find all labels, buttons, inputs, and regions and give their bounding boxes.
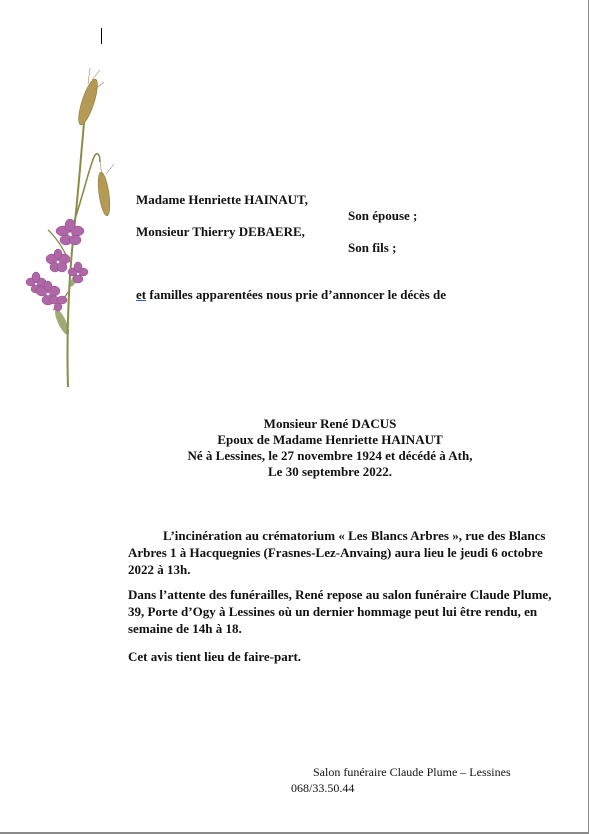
header-line-wife-name: Madame Henriette HAINAUT, — [136, 192, 308, 207]
header-line-wife-role: Son épouse ; — [348, 208, 418, 223]
header-line-son-role: Son fils ; — [348, 240, 397, 255]
intro-first-word: et — [136, 287, 147, 302]
deceased-date: Le 30 septembre 2022. — [268, 464, 392, 479]
repose-paragraph: Dans l’attente des funérailles, René repose au salon funéraire Claude Plume, 39, Porte d’Ogy à Lessines où un dernier hommage peut lui être rendu, en semaine de 14h à 18. — [128, 587, 552, 636]
header-line-son-name: Monsieur Thierry DEBAERE, — [136, 224, 305, 239]
deceased-spouse: Epoux de Madame Henriette HAINAUT — [217, 432, 443, 447]
intro-rest: familles apparentées nous prie d’annoncer le décès de — [146, 287, 447, 302]
violet-flowers-wheat-icon — [18, 62, 120, 397]
intro-line — [136, 287, 446, 303]
funeral-home-name: Salon funéraire Claude Plume – Lessines — [313, 765, 511, 779]
notice-paragraph: Cet avis tient lieu de faire-part. — [128, 649, 302, 664]
funeral-home-phone: 068/33.50.44 — [291, 781, 355, 795]
cremation-paragraph: L’incinération au crématorium « Les Blancs Arbres », rue des Blancs Arbres 1 à Hacquegnies (Frasnes-Lez-Anvaing) aura lieu le jeudi 6 octobre 2022 à 13h. — [128, 528, 546, 577]
text-cursor — [101, 28, 102, 44]
deceased-birth-death: Né à Lessines, le 27 novembre 1924 et décédé à Ath, — [187, 448, 473, 463]
deceased-name: Monsieur René DACUS — [263, 416, 397, 431]
